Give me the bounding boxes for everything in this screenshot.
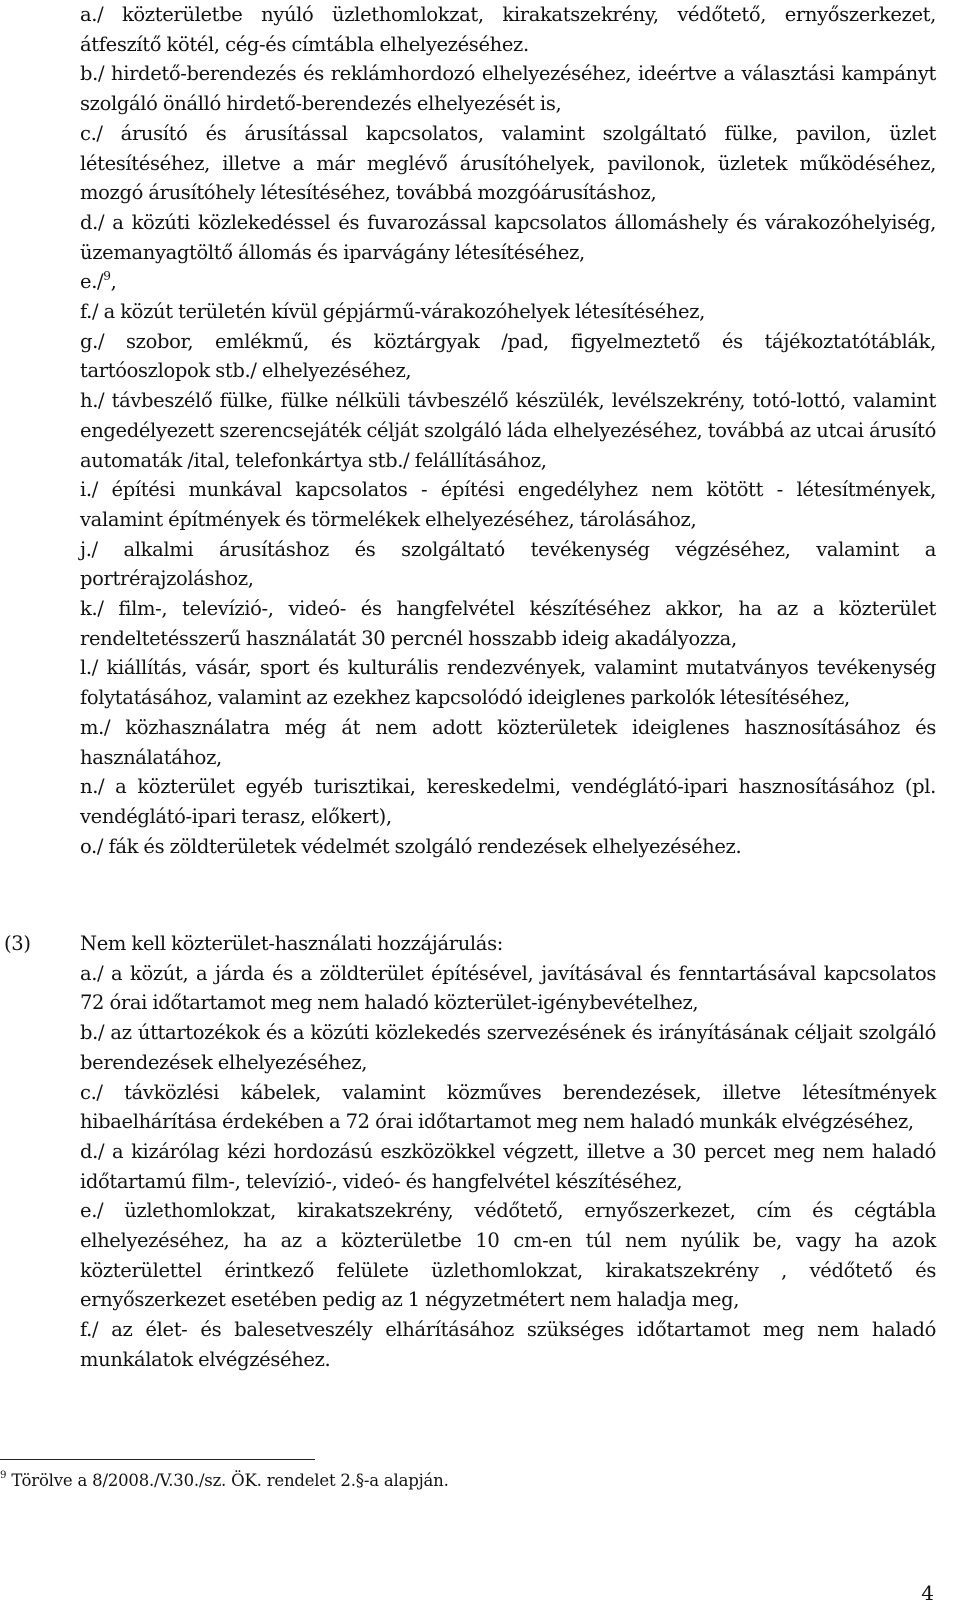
footnote-marker: 9 [0, 1470, 7, 1482]
footnote-reference[interactable]: 9 [103, 268, 111, 283]
footnote-section-sign: § [355, 1471, 364, 1490]
page-number: 4 [921, 1581, 934, 1605]
section-3 [4, 929, 936, 1375]
permit-required-list [80, 0, 936, 861]
exempt-item-c: c./ távközlési kábelek, valamint közműves berendezések, illetve létesítmények hibaelhárítása érdekében a 72 órai időtartamot meg nem haladó munkák elvégzéséhez, [80, 1080, 936, 1134]
exempt-item-d: d./ a kizárólag kézi hordozású eszközökkel végzett, illetve a 30 percet meg nem haladó időtartamú film-, televízió-, videó- és hangfelvétel készítéséhez, [80, 1139, 936, 1193]
list-item-o: o./ fák és zöldterületek védelmét szolgáló rendezések elhelyezéséhez. [80, 834, 742, 858]
list-item-e-suffix: , [110, 270, 117, 294]
list-item-f: f./ a közút területén kívül gépjármű-várakozóhelyek létesítéséhez, [80, 300, 705, 324]
list-item-e [80, 267, 936, 297]
footnote [0, 1469, 900, 1493]
footnote-separator [0, 1459, 315, 1460]
exempt-item-f: f./ az élet- és balesetveszély elhárításához szükséges időtartamot meg nem haladó munkálatok elvégzéséhez. [80, 1318, 936, 1371]
list-item-j: j./ alkalmi árusításhoz és szolgáltató tevékenység végzéséhez, valamint a portrérajzoláshoz, [80, 537, 936, 591]
exempt-item-e: e./ üzlethomlokzat, kirakatszekrény, védőtető, ernyőszerkezet, cím és cégtábla elhelyezéséhez, ha az a közterületbe 10 cm-en túl nem nyúlik be, vagy ha azok közterülettel érintkező felülete üzlethomlokzat, kirakatszekrény , védőtető és ernyőszerkezet esetében pedig az 1 négyzetmétert nem haladja meg, [80, 1199, 936, 1312]
list-item-k: k./ film-, televízió-, videó- és hangfelvétel készítéséhez akkor, ha az a közterület rendeltetésszerű használatát 30 percnél hosszabb ideig akadályozza, [80, 597, 936, 650]
list-item-b: b./ hirdető-berendezés és reklámhordozó elhelyezéséhez, ideértve a választási kampányt szolgáló önálló hirdető-berendezés elhelyezését is, [80, 62, 936, 116]
list-item-e-label: e./ [80, 270, 104, 294]
list-item-g: g./ szobor, emlékmű, és köztárgyak /pad, figyelmeztető és tájékoztatótáblák, tartóoszlopok stb./ elhelyezéséhez, [80, 329, 936, 383]
list-item-d: d./ a közúti közlekedéssel és fuvarozással kapcsolatos állomáshely és várakozóhelyiség, üzemanyagtöltő állomás és iparvágány létesítéséhez, [80, 210, 936, 264]
section-number: (3) [4, 932, 31, 955]
exempt-item-a: a./ a közút, a járda és a zöldterület építésével, javításával és fenntartásával kapcsolatos 72 órai időtartamot meg nem haladó közterület-igénybevételhez, [80, 961, 936, 1015]
list-item-n: n./ a közterület egyéb turisztikai, kereskedelmi, vendéglátó-ipari hasznosításához (pl. vendéglátó-ipari terasz, előkert), [80, 775, 936, 828]
list-item-a: a./ közterületbe nyúló üzlethomlokzat, kirakatszekrény, védőtető, ernyőszerkezet, átfeszítő kötél, cég-és címtábla elhelyezéséhez. [80, 3, 936, 56]
section-heading: Nem kell közterület-használati hozzájárulás: [80, 932, 503, 955]
footnote-text: Törölve a 8/2008./V.30./sz. ÖK. rendelet 2. [11, 1471, 356, 1490]
list-item-i: i./ építési munkával kapcsolatos - építési engedélyhez nem kötött - létesítmények, valamint építmények és törmelékek elhelyezéséhez, tárolásához, [80, 478, 936, 531]
list-item-c: c./ árusító és árusítással kapcsolatos, valamint szolgáltató fülke, pavilon, üzlet létesítéséhez, illetve a már meglévő árusítóhelyek, pavilonok, üzletek működéséhez, mozgó árusítóhely létesítéséhez, továbbá mozgóárusításhoz, [80, 121, 936, 205]
list-item-h: h./ távbeszélő fülke, fülke nélküli távbeszélő készülék, levélszekrény, totó-lottó, valamint engedélyezett szerencsejáték célját szolgáló láda elhelyezéséhez, továbbá az utcai árusító automaták /ital, telefonkártya stb./ felállításához, [80, 389, 936, 472]
list-item-l: l./ kiállítás, vásár, sport és kulturális rendezvények, valamint mutatványos tevékenység folytatásához, valamint az ezekhez kapcsolódó ideiglenes parkolók létesítéséhez, [80, 656, 936, 710]
footnote-suffix: -a alapján. [363, 1471, 449, 1490]
list-item-m: m./ közhasználatra még át nem adott közterületek ideiglenes hasznosításához és használatához, [80, 715, 936, 769]
exempt-item-b: b./ az úttartozékok és a közúti közlekedés szervezésének és irányításának céljait szolgáló berendezések elhelyezéséhez, [80, 1021, 936, 1074]
